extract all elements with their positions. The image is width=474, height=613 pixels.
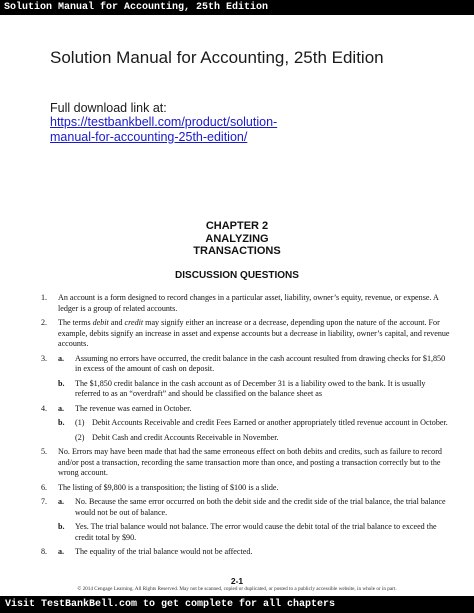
question-number: 2. <box>41 318 48 327</box>
chapter-title-line-2: TRANSACTIONS <box>193 245 281 257</box>
answer-text: Yes. The trial balance would not balance. The error would cause the debit total of the trial balance to exceed the credit total by $90. <box>75 522 437 542</box>
discussion-questions <box>0 293 474 562</box>
part-label: (2) <box>75 432 85 442</box>
question-8a <box>0 547 474 558</box>
chapter-heading <box>150 220 324 258</box>
copyright-notice: © 2014 Cengage Learning. All Rights Reserved. May not be scanned, copied or duplicated, or posted to a publicly accessible website, in whole or in part. <box>77 586 397 592</box>
sub-label: a. <box>58 497 65 506</box>
question-3b <box>0 379 474 400</box>
question-1 <box>0 293 474 314</box>
sub-label: b. <box>58 418 65 427</box>
sub-label: a. <box>58 547 65 556</box>
top-banner: Solution Manual for Accounting, 25th Edition <box>0 0 474 15</box>
answer-text: The listing of $9,800 is a transposition; the listing of $100 is a slide. <box>58 482 279 492</box>
answer-text: The revenue was earned in October. <box>75 403 192 413</box>
section-heading: DISCUSSION QUESTIONS <box>175 270 299 281</box>
sub-label: b. <box>58 378 65 388</box>
question-3a <box>0 354 474 375</box>
page-number: 2-1 <box>230 576 244 586</box>
question-number: 8. <box>41 547 48 556</box>
download-link[interactable]: https://testbankbell.com/product/solution-manual-for-accounting-25th-edition/ <box>50 115 278 144</box>
download-label: Full download link at: <box>50 101 167 115</box>
answer-text: No. Errors may have been made that had the same erroneous effect on both debits and credits, such as failure to record and/or post a transaction, recording the same transaction more than once, and posting a transaction correctly but to the wrong account. <box>58 447 442 477</box>
question-number: 5. <box>41 447 48 456</box>
answer-text: An account is a form designed to record changes in a particular asset, liability, owner’s equity, revenue, or expense. A ledger is a group of related accounts. <box>58 293 439 313</box>
question-number: 7. <box>41 497 48 506</box>
question-4b-1 <box>0 418 474 429</box>
chapter-number: CHAPTER 2 <box>205 220 269 232</box>
question-number: 6. <box>41 482 48 492</box>
question-number: 3. <box>41 353 48 363</box>
question-2 <box>0 318 474 350</box>
question-5 <box>0 447 474 479</box>
bottom-banner: Visit TestBankBell.com to get complete for all chapters <box>0 596 474 613</box>
sub-label: b. <box>58 522 65 531</box>
answer-text: The $1,850 credit balance in the cash account as of December 31 is a liability owed to the bank. It is usually referred to as an “overdraft” and should be classified on the balance sheet as <box>75 378 426 398</box>
question-4b-2 <box>0 433 474 444</box>
term-credit: credit <box>124 318 144 327</box>
chapter-title-line-1: ANALYZING <box>205 232 269 245</box>
sub-label: a. <box>58 403 65 413</box>
answer-text: Debit Accounts Receivable and credit Fees Earned or another appropriately titled revenue account in October. <box>92 418 448 427</box>
answer-text: The terms debit and credit may signify either an increase or a decrease, depending upon the nature of the account. For example, debits signify an increase in asset and expense accounts but a decrease in liability, owner’s capital, and revenue accounts. <box>58 318 450 348</box>
document-title: Solution Manual for Accounting, 25th Edition <box>50 48 384 67</box>
question-7a <box>0 497 474 518</box>
answer-text: The equality of the trial balance would not be affected. <box>75 547 253 556</box>
term-debit: debit <box>92 318 109 327</box>
answer-text: Assuming no errors have occurred, the credit balance in the cash account resulted from drawing checks for $1,850 in excess of the amount of cash on deposit. <box>75 353 446 373</box>
answer-text: No. Because the same error occurred on both the debit side and the credit side of the trial balance, the trial balance would not be out of balance. <box>75 497 446 517</box>
question-number: 1. <box>41 293 48 302</box>
question-number: 4. <box>41 403 48 413</box>
sub-label: a. <box>58 353 65 363</box>
part-label: (1) <box>75 418 85 427</box>
question-7b <box>0 522 474 543</box>
answer-text: Debit Cash and credit Accounts Receivable in November. <box>92 432 279 442</box>
question-6 <box>0 483 474 494</box>
question-4a <box>0 404 474 415</box>
